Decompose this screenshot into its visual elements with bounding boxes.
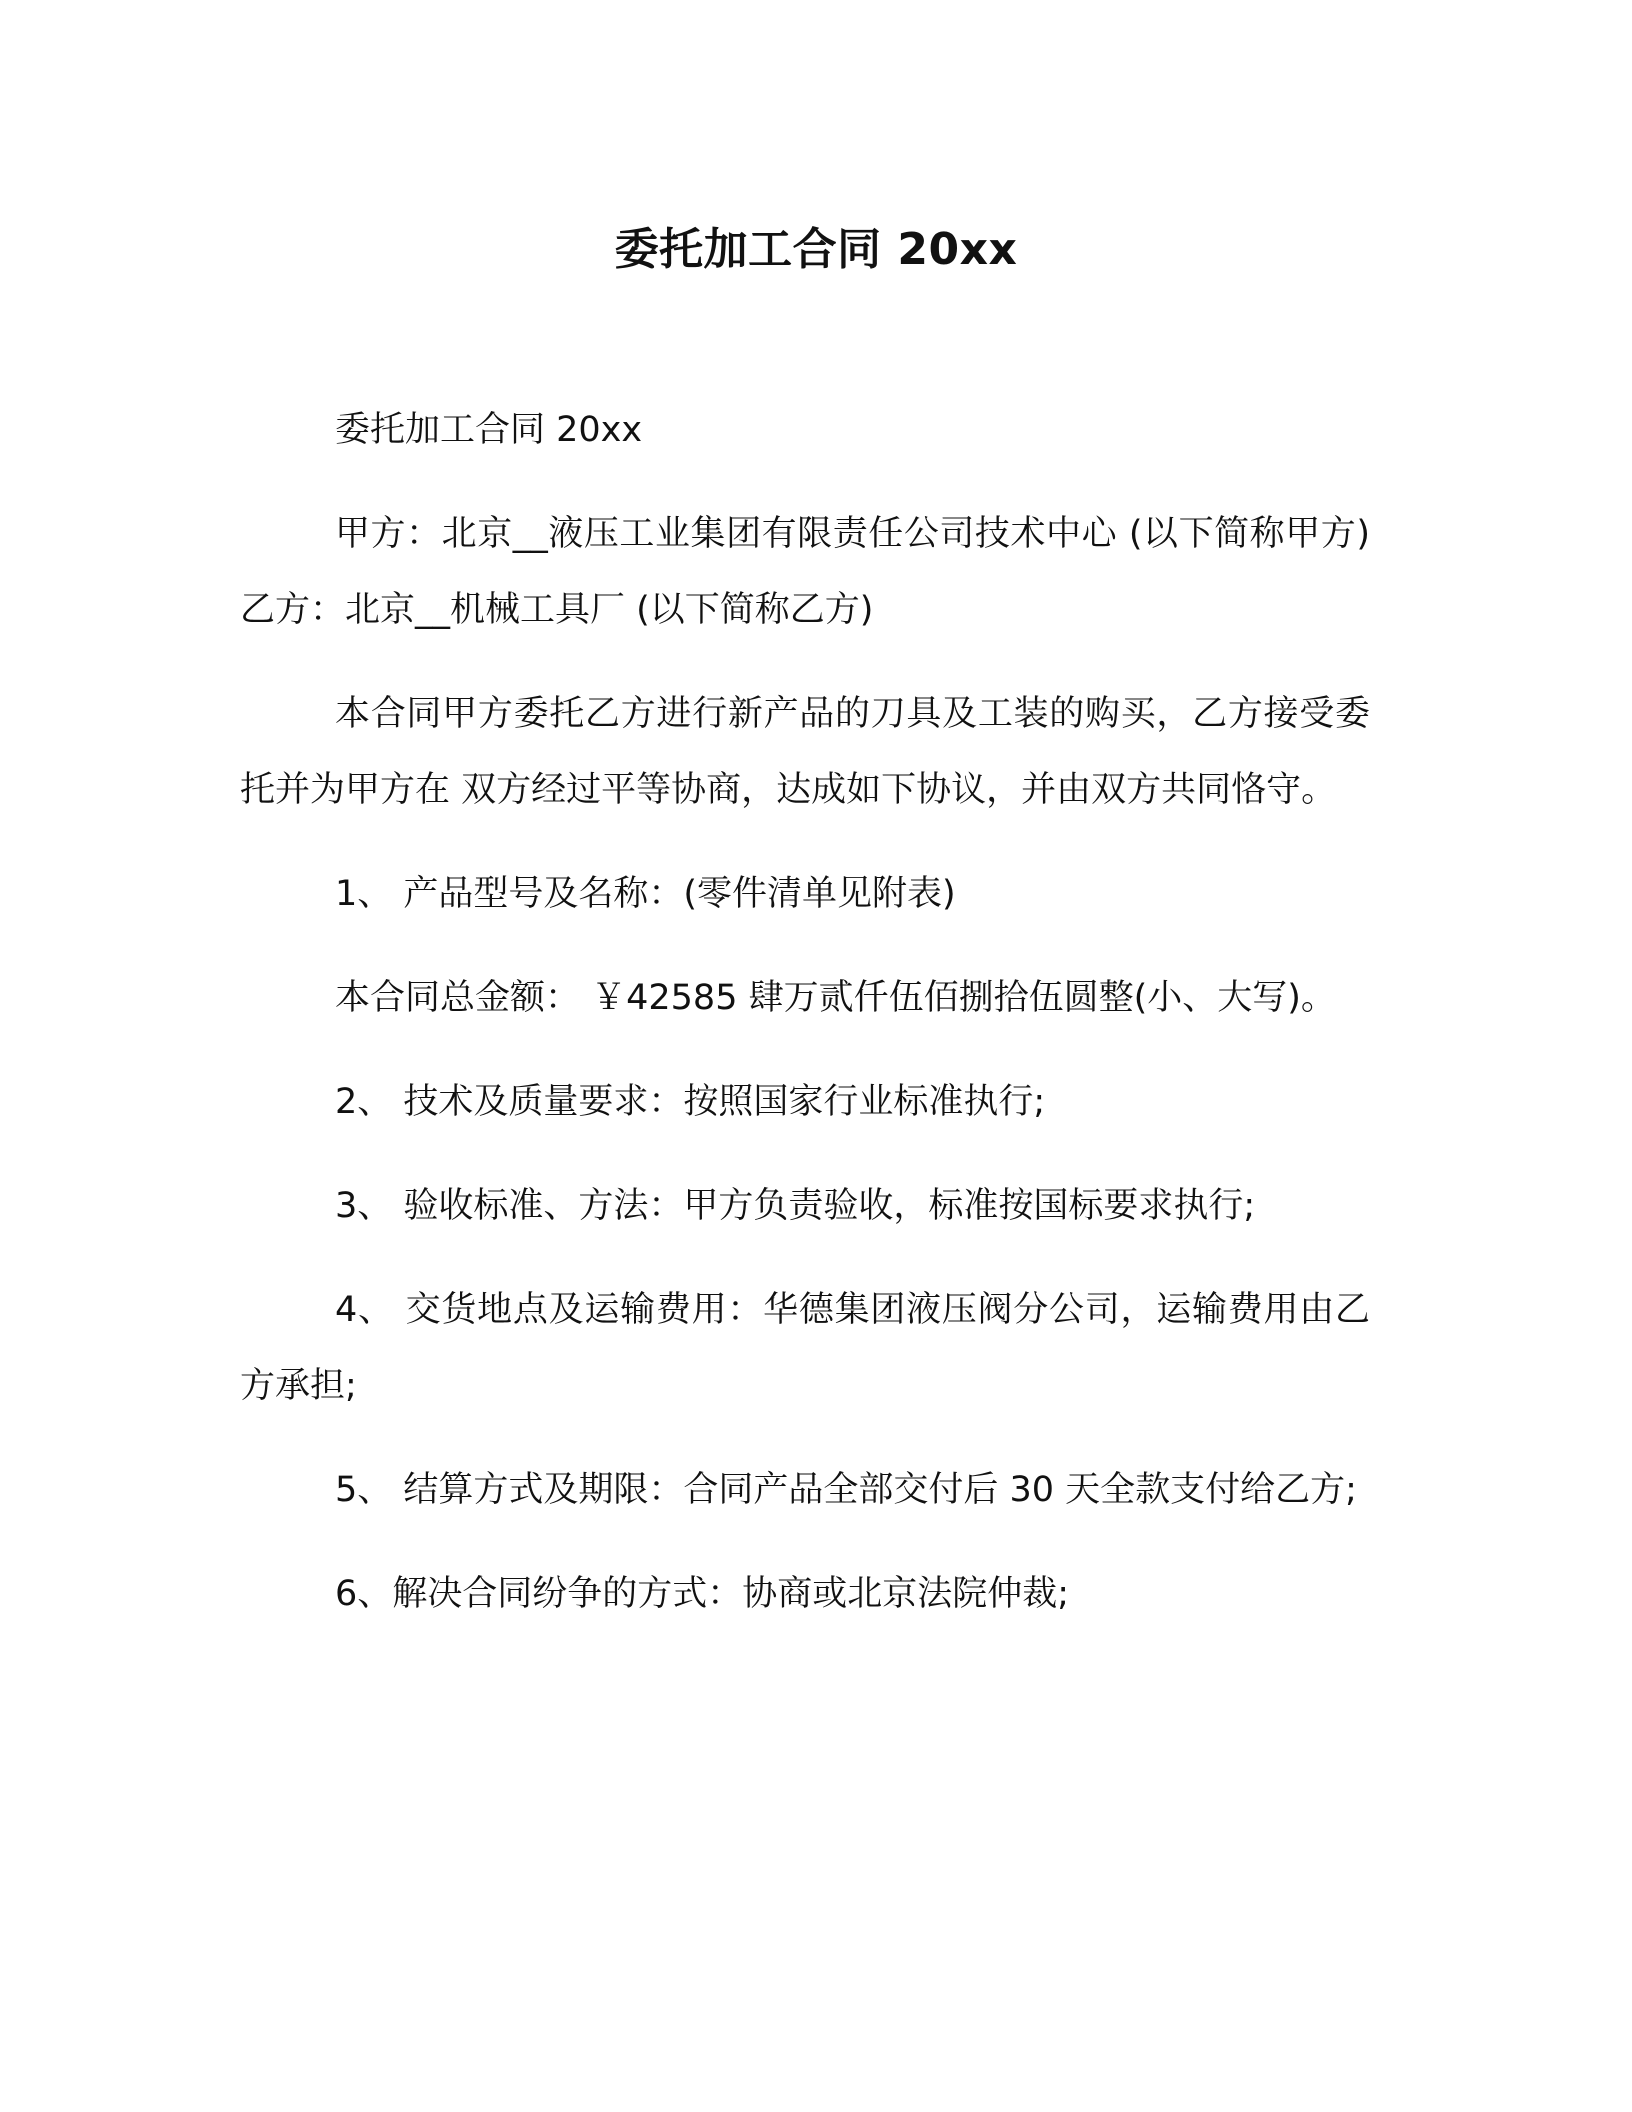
document-body xyxy=(240,392,1370,1660)
document-title: 委托加工合同 20xx xyxy=(614,224,1018,275)
paragraph-item-3-acceptance: 3、 验收标准、方法：甲方负责验收，标准按国标要求执行; xyxy=(335,1186,1256,1226)
paragraph-item-1-product: 1、 产品型号及名称：(零件清单见附表) xyxy=(335,874,956,914)
paragraph-item-6-disputes: 6、解决合同纷争的方式：协商或北京法院仲裁; xyxy=(335,1574,1070,1614)
paragraph-total-amount: 本合同总金额： ￥42585 肆万贰仟伍佰捌拾伍圆整(小、大写)。 xyxy=(335,978,1336,1018)
paragraph-item-2-quality: 2、 技术及质量要求：按照国家行业标准执行; xyxy=(335,1082,1046,1122)
paragraph-preamble: 本合同甲方委托乙方进行新产品的刀具及工装的购买，乙方接受委托并为甲方在 双方经过平等协商，达成如下协议，并由双方共同恪守。 xyxy=(240,694,1370,810)
paragraph-contract-name: 委托加工合同 20xx xyxy=(335,410,643,450)
paragraph-item-4-delivery: 4、 交货地点及运输费用：华德集团液压阀分公司，运输费用由乙方承担; xyxy=(240,1290,1370,1406)
paragraph-parties: 甲方：北京__液压工业集团有限责任公司技术中心 (以下简称甲方) 乙方：北京__机械工具厂 (以下简称乙方) xyxy=(240,514,1370,630)
paragraph-item-5-settlement: 5、 结算方式及期限：合同产品全部交付后 30 天全款支付给乙方; xyxy=(335,1470,1357,1510)
